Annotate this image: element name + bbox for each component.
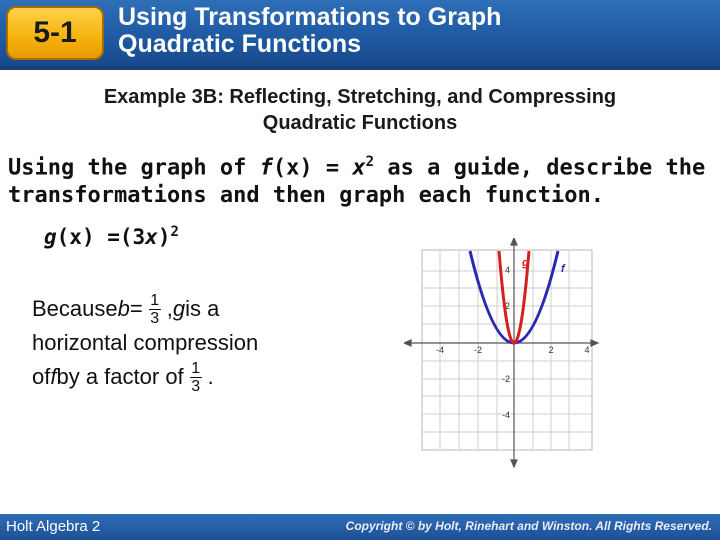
explain-is-a: is a	[185, 296, 220, 321]
prompt-exponent: 2	[365, 154, 375, 170]
explain-f: f	[50, 364, 57, 389]
y-tick-label: -4	[501, 410, 510, 420]
y-tick-label: -2	[501, 374, 510, 384]
example-title-line1: Example 3B: Reflecting, Stretching, and Compressing	[103, 86, 617, 108]
x-tick-label: 2	[548, 345, 554, 355]
slide-header	[0, 0, 720, 70]
fraction-numerator-2: 1	[191, 359, 201, 377]
prompt-line2: transformations and then graph each function.	[8, 183, 605, 209]
function-g-name: g	[44, 225, 57, 249]
label-f: f	[561, 263, 565, 275]
function-g-exponent: 2	[170, 224, 179, 240]
explanation-line2: horizontal compression	[32, 330, 259, 355]
explain-comma: ,	[166, 296, 173, 321]
lesson-badge: 5-1	[6, 6, 104, 60]
explain-b: b	[117, 296, 130, 321]
lesson-title-line2: Quadratic Functions	[118, 30, 362, 58]
explain-by-factor: by a factor of	[56, 364, 184, 389]
fraction-one-third-2	[190, 360, 202, 395]
fraction-numerator: 1	[150, 291, 160, 309]
example-title-line2: Quadratic Functions	[262, 112, 458, 134]
explanation	[32, 292, 332, 394]
function-g-rhs: =(3	[94, 225, 146, 249]
x-tick-label: -4	[435, 345, 445, 355]
function-g-close: )	[157, 225, 171, 249]
prompt-eq: =	[312, 155, 353, 181]
x-tick-label: -2	[473, 345, 483, 355]
prompt-paren-x: (x)	[272, 155, 313, 181]
parabola-graph	[404, 238, 600, 468]
footer-copyright: Copyright © by Holt, Rinehart and Winston. All Rights Reserved.	[345, 519, 712, 533]
explain-because: Because	[32, 296, 118, 321]
prompt-x: x	[352, 155, 366, 181]
fraction-one-third	[149, 292, 161, 327]
explain-period: .	[207, 364, 214, 389]
lesson-title	[118, 4, 708, 58]
slide-footer	[0, 514, 720, 540]
prompt-line1	[8, 148, 720, 182]
explain-g: g	[172, 296, 186, 321]
y-tick-label: 2	[504, 301, 510, 311]
lesson-title-line1: Using Transformations to Graph	[118, 3, 502, 31]
function-g-x: x	[145, 225, 158, 249]
explanation-line1	[32, 292, 332, 326]
explanation-line3	[32, 360, 332, 394]
example-title	[0, 84, 720, 136]
prompt-text-post: as a guide, describe the	[374, 155, 706, 181]
graph-grid	[422, 250, 592, 450]
explain-of: of	[32, 364, 51, 389]
function-g	[44, 224, 179, 249]
footer-book-title: Holt Algebra 2	[6, 518, 101, 535]
function-g-arg: (x)	[56, 225, 95, 249]
fraction-denominator: 3	[150, 309, 160, 327]
prompt-text-pre: Using the graph of	[8, 155, 260, 181]
x-tick-label: 4	[584, 345, 590, 355]
fraction-denominator-2: 3	[191, 377, 201, 395]
prompt-f: f	[259, 155, 273, 181]
y-tick-label: 4	[504, 265, 510, 275]
explain-equals: =	[129, 296, 143, 321]
label-g: g	[522, 257, 529, 269]
problem-prompt	[8, 148, 720, 210]
